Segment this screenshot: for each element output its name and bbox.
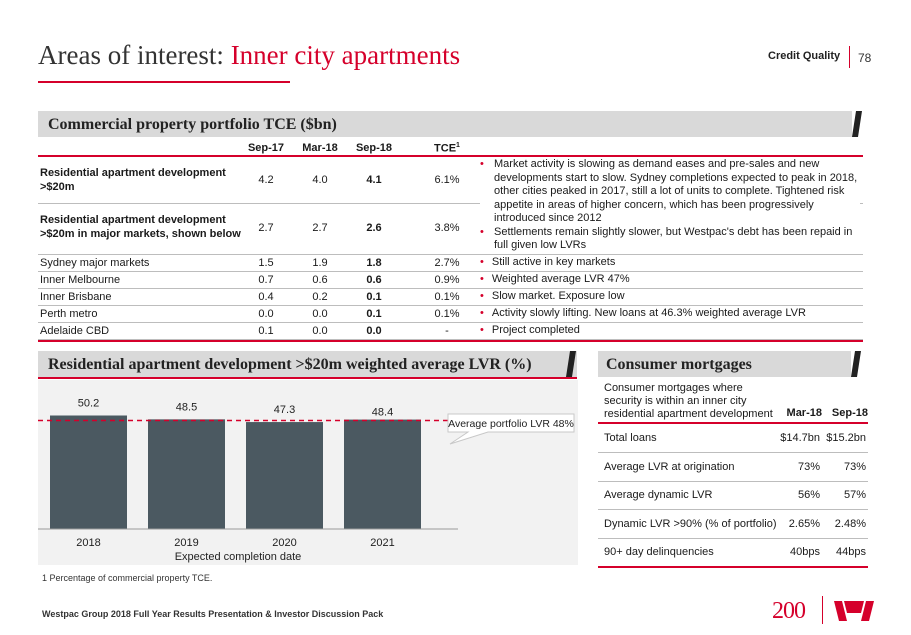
comment-block xyxy=(480,158,860,254)
cell-mar18: 4.0 xyxy=(312,174,328,186)
cell-tce: 3.8% xyxy=(434,222,460,234)
bullet-dot: • xyxy=(480,307,484,319)
mortgage-cell-mar18: 73% xyxy=(797,460,820,473)
mortgage-cell-mar18: 56% xyxy=(797,489,820,501)
mortgage-row-label: Average LVR at origination xyxy=(604,460,735,473)
comment-bullet xyxy=(480,158,860,226)
cell-sep17: 0.0 xyxy=(258,308,274,320)
comment-text: Activity slowly lifting. New loans at 46.3% weighted average LVR xyxy=(491,307,806,319)
x-axis-label: Expected completion date xyxy=(174,551,302,563)
cell-mar18: 1.9 xyxy=(312,257,328,269)
cell-tce: 6.1% xyxy=(434,174,460,186)
lvr-bar-chart xyxy=(38,380,578,565)
mortgage-row-label: Dynamic LVR >90% (% of portfolio) xyxy=(604,517,777,530)
bullet-dot: • xyxy=(480,256,484,268)
cell-sep18: 4.1 xyxy=(366,174,382,186)
col-tce-label: TCE xyxy=(434,142,457,155)
page-title xyxy=(38,40,460,71)
cell-tce: 0.9% xyxy=(434,274,460,286)
mortgage-row xyxy=(598,510,868,539)
row-label: Adelaide CBD xyxy=(40,325,110,337)
chart-title: Residential apartment development >$20m weighted average LVR (%) xyxy=(48,356,532,373)
section-label: Credit Quality xyxy=(768,50,841,62)
row-label: Sydney major markets xyxy=(40,257,150,269)
cell-mar18: 2.7 xyxy=(312,222,328,234)
data-label-2019: 48.5 xyxy=(175,401,198,414)
col-tce xyxy=(425,142,469,155)
cell-sep18: 1.8 xyxy=(366,257,382,269)
mortgage-title: Consumer mortgages xyxy=(606,356,752,373)
data-label-2021: 48.4 xyxy=(371,406,394,419)
col-tce-sup: 1 xyxy=(456,142,460,149)
mortgage-bottom-rule xyxy=(598,566,868,568)
logo-separator xyxy=(822,596,823,624)
bar-2019 xyxy=(148,419,225,529)
mortgage-cell-mar18: $14.7bn xyxy=(780,432,820,444)
comment-bullet xyxy=(480,290,860,304)
comment-bullet xyxy=(480,307,860,321)
mortgage-header-desc: Consumer mortgages where security is within an inner city residential apartment development xyxy=(604,382,773,420)
cell-tce: 0.1% xyxy=(434,291,460,303)
comment-text: Slow market. Exposure low xyxy=(491,290,625,302)
tick-label-2020: 2020 xyxy=(272,537,297,549)
mortgage-col-sep18: Sep-18 xyxy=(831,407,868,419)
bar-2021 xyxy=(344,420,421,529)
table-bottom-rule xyxy=(38,340,863,342)
cell-tce: 2.7% xyxy=(434,257,460,269)
page-number: 78 xyxy=(858,51,872,65)
row-label: Perth metro xyxy=(40,308,98,320)
mortgage-cell-mar18: 40bps xyxy=(790,546,820,558)
title-highlight: Inner city apartments xyxy=(230,40,461,70)
cell-sep17: 0.4 xyxy=(258,291,274,303)
cell-mar18: 0.0 xyxy=(312,308,328,320)
cell-sep17: 2.7 xyxy=(258,222,274,234)
row-label: Inner Melbourne xyxy=(40,274,121,286)
comment-bullet xyxy=(480,256,860,270)
bullet-dot: • xyxy=(480,273,484,285)
slash-decoration xyxy=(852,111,862,137)
comment-bullet xyxy=(480,226,860,253)
mortgage-cell-sep18: 57% xyxy=(843,489,866,501)
cell-sep17: 0.1 xyxy=(258,325,274,337)
title-underline xyxy=(38,81,290,83)
mortgage-cell-sep18: $15.2bn xyxy=(826,432,866,444)
slash-decoration xyxy=(851,351,861,377)
cell-sep18: 0.6 xyxy=(366,274,382,286)
col-sep18: Sep-18 xyxy=(355,142,393,154)
bullet-dot: • xyxy=(480,225,484,238)
row-label: Residential apartment development >$20m xyxy=(40,167,226,193)
cell-tce: 0.1% xyxy=(434,308,460,320)
tick-label-2021: 2021 xyxy=(370,537,395,549)
cell-sep18: 0.1 xyxy=(366,291,382,303)
mortgage-row xyxy=(598,424,868,453)
row-label: Inner Brisbane xyxy=(40,291,112,303)
slash-decoration xyxy=(566,351,576,377)
data-label-2018: 50.2 xyxy=(77,397,100,410)
bullet-dot: • xyxy=(480,324,484,336)
comment-text: Market activity is slowing as demand eases and pre-sales and new developments start to slow. Sydney completions expected to peak in 2018, other cities peaked in 2017, still a lot of units to complete. Tightened risk appetite in areas of higher concern, which has been progressively introduced since 2012 xyxy=(494,158,858,224)
cell-sep18: 2.6 xyxy=(366,222,382,234)
chart-band-rule xyxy=(38,377,577,379)
cell-mar18: 0.0 xyxy=(312,325,328,337)
comment-text: Still active in key markets xyxy=(491,256,616,268)
col-mar18: Mar-18 xyxy=(302,142,338,154)
data-label-2020: 47.3 xyxy=(273,404,296,417)
row-label: Residential apartment development >$20m in major markets, shown below xyxy=(40,214,241,240)
mortgage-row-label: Average dynamic LVR xyxy=(604,489,713,501)
portfolio-title: Commercial property portfolio TCE ($bn) xyxy=(48,116,337,133)
tick-label-2018: 2018 xyxy=(76,537,101,549)
mortgage-cell-sep18: 2.48% xyxy=(834,517,866,530)
mortgage-row xyxy=(598,453,868,482)
comment-text: Weighted average LVR 47% xyxy=(491,273,630,285)
comment-bullet xyxy=(480,273,860,287)
mortgage-row xyxy=(598,538,868,567)
mortgage-cell-sep18: 44bps xyxy=(836,546,866,558)
footnote: 1 Percentage of commercial property TCE. xyxy=(42,573,213,583)
title-main: Areas of interest: xyxy=(38,40,231,70)
col-sep17: Sep-17 xyxy=(247,142,285,154)
cell-sep18: 0.1 xyxy=(366,308,382,320)
cell-mar18: 0.6 xyxy=(312,274,328,286)
cell-sep17: 1.5 xyxy=(258,257,274,269)
mortgage-cell-sep18: 73% xyxy=(843,460,866,473)
mortgage-col-mar18: Mar-18 xyxy=(786,407,822,419)
mortgage-row xyxy=(598,481,868,510)
cell-tce: - xyxy=(445,325,449,337)
cell-mar18: 0.2 xyxy=(312,291,328,303)
comment-text: Project completed xyxy=(491,324,580,336)
comment-text: Settlements remain slightly slower, but Westpac's debt has been repaid in full given low LVRs xyxy=(494,225,853,251)
cell-sep17: 0.7 xyxy=(258,274,274,286)
bar-2018 xyxy=(50,416,127,529)
section-separator xyxy=(849,46,850,68)
callout-text: Average portfolio LVR 48% xyxy=(448,418,574,430)
footer-text: Westpac Group 2018 Full Year Results Presentation & Investor Discussion Pack xyxy=(42,609,384,619)
westpac-logo-icon xyxy=(834,601,874,621)
mortgage-cell-mar18: 2.65% xyxy=(788,517,820,530)
bullet-dot: • xyxy=(480,158,484,170)
bullet-dot: • xyxy=(480,290,484,302)
tick-label-2019: 2019 xyxy=(174,537,199,549)
comment-bullet xyxy=(480,324,860,338)
bar-2020 xyxy=(246,422,323,529)
anniversary-logo: 200 xyxy=(772,598,805,624)
cell-sep18: 0.0 xyxy=(366,325,382,337)
mortgage-row-label: Total loans xyxy=(604,432,657,444)
cell-sep17: 4.2 xyxy=(258,174,274,186)
mortgage-row-label: 90+ day delinquencies xyxy=(604,546,714,558)
